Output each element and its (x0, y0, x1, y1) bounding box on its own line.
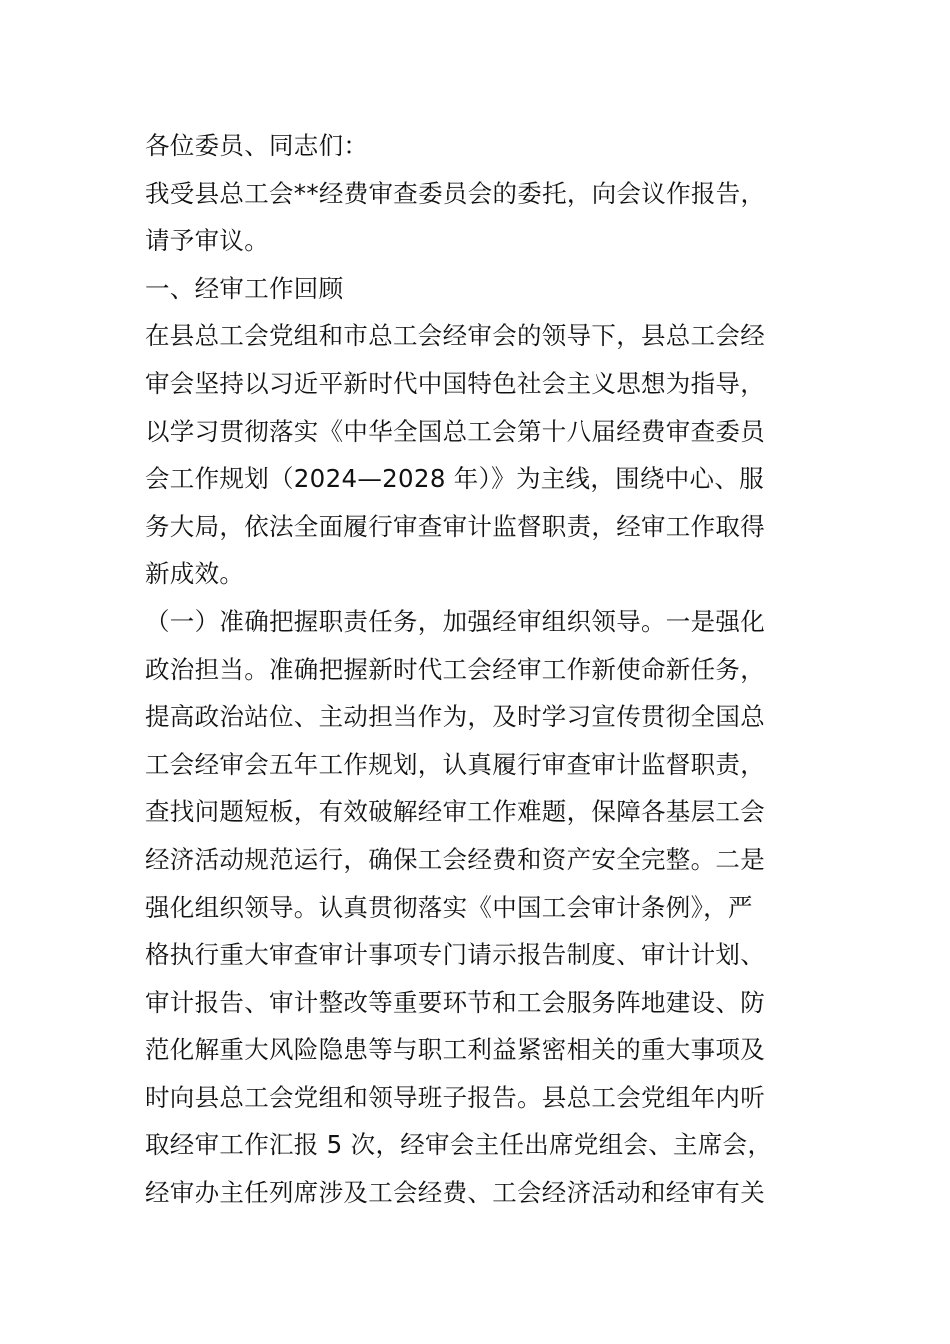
text-line: 工会经审会五年工作规划，认真履行审查审计监督职责， (145, 749, 765, 779)
text-line: 务大局，依法全面履行审查审计监督职责，经审工作取得 (145, 511, 765, 541)
text-line: 请予审议。 (145, 226, 269, 256)
text-line: 取经审工作汇报 5 次，经审会主任出席党组会、主席会， (145, 1130, 773, 1160)
text-line: 强化组织领导。认真贯彻落实《中国工会审计条例》，严 (145, 892, 753, 922)
document-body (145, 122, 815, 1217)
text-line: 我受县总工会**经费审查委员会的委托，向会议作报告， (145, 178, 766, 208)
text-line: 范化解重大风险隐患等与职工利益紧密相关的重大事项及 (145, 1035, 765, 1065)
text-line: 在县总工会党组和市总工会经审会的领导下，县总工会经 (145, 321, 765, 351)
text-line: 经审办主任列席涉及工会经费、工会经济活动和经审有关 (145, 1178, 765, 1208)
text-line: 审计报告、审计整改等重要环节和工会服务阵地建设、防 (145, 987, 765, 1017)
text-line: 查找问题短板，有效破解经审工作难题，保障各基层工会 (145, 797, 765, 827)
text-line: 提高政治站位、主动担当作为，及时学习宣传贯彻全国总 (145, 702, 765, 732)
text-line: 会工作规划（2024—2028 年）》为主线，围绕中心、服 (145, 464, 764, 494)
text-line: 时向县总工会党组和领导班子报告。县总工会党组年内听 (145, 1082, 765, 1112)
text-line: 经济活动规范运行，确保工会经费和资产安全完整。二是 (145, 844, 765, 874)
salutation: 各位委员、同志们： (145, 131, 369, 160)
text-line: 审会坚持以习近平新时代中国特色社会主义思想为指导， (145, 368, 765, 398)
text-line: 以学习贯彻落实《中华全国总工会第十八届经费审查委员 (145, 416, 765, 446)
section-heading: 一、经审工作回顾 (145, 273, 344, 303)
subsection-line: （一）准确把握职责任务，加强经审组织领导。一是强化 (145, 606, 765, 636)
text-line: 格执行重大审查审计事项专门请示报告制度、审计计划、 (145, 940, 765, 970)
text-line: 新成效。 (145, 559, 245, 589)
text-line: 政治担当。准确把握新时代工会经审工作新使命新任务， (145, 654, 765, 684)
